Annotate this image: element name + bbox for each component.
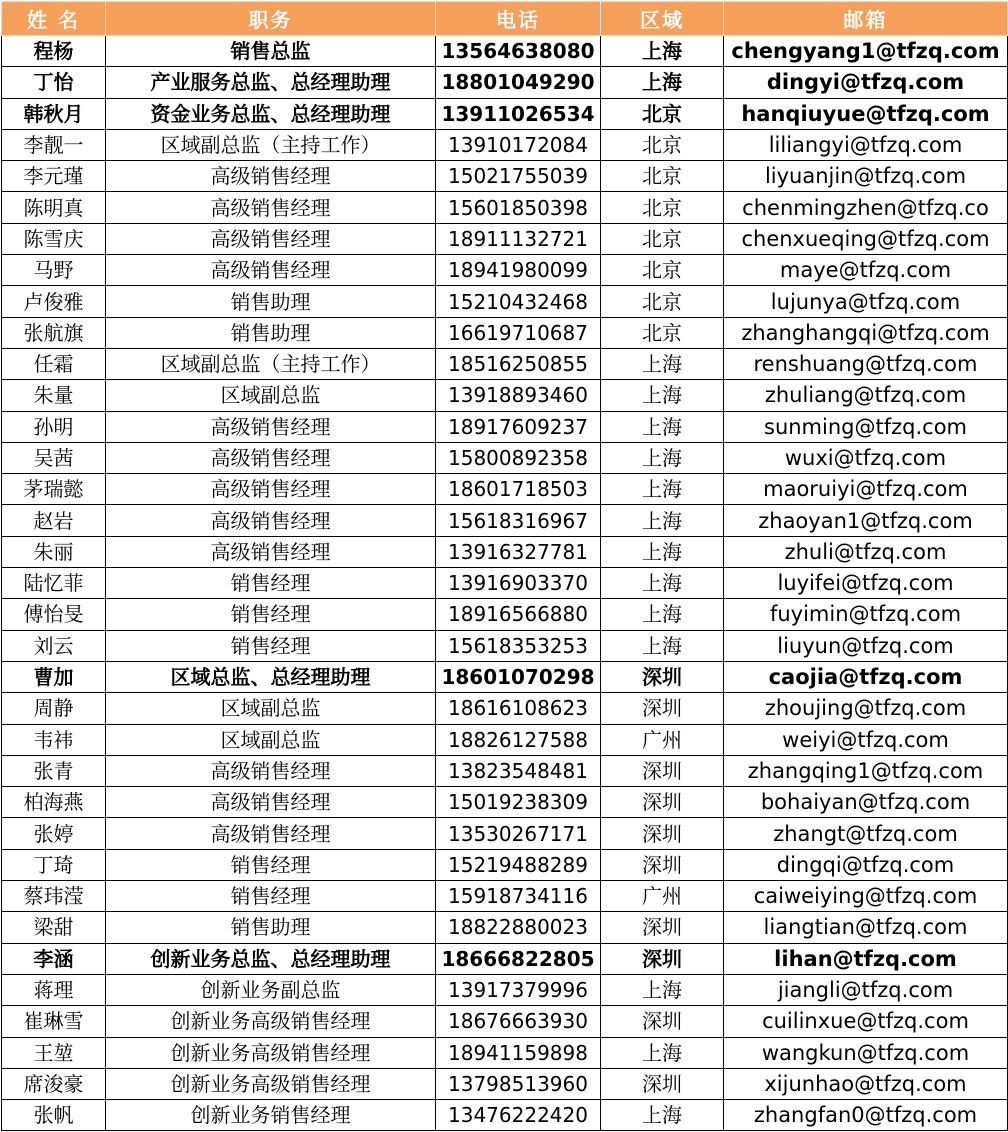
cell-email: lujunya@tfzq.com	[724, 286, 1008, 317]
cell-phone: 15800892358	[436, 442, 601, 473]
cell-title: 高级销售经理	[106, 192, 436, 223]
table-row	[2, 849, 1008, 880]
cell-phone: 18601718503	[436, 474, 601, 505]
cell-name: 朱丽	[2, 536, 106, 567]
cell-title: 高级销售经理	[106, 755, 436, 786]
cell-email: chenxueqing@tfzq.com	[724, 223, 1008, 254]
header-title: 职务	[106, 2, 436, 36]
contact-table	[1, 1, 1008, 1131]
cell-email: wuxi@tfzq.com	[724, 442, 1008, 473]
cell-email: hanqiuyue@tfzq.com	[724, 98, 1008, 129]
cell-title: 销售经理	[106, 881, 436, 912]
cell-phone: 18917609237	[436, 411, 601, 442]
table-row	[2, 505, 1008, 536]
cell-email: liuyun@tfzq.com	[724, 630, 1008, 661]
table-row	[2, 223, 1008, 254]
cell-phone: 18801049290	[436, 67, 601, 98]
cell-area: 上海	[601, 348, 724, 379]
table-row	[2, 630, 1008, 661]
cell-title: 销售总监	[106, 36, 436, 67]
cell-email: xijunhao@tfzq.com	[724, 1068, 1008, 1099]
cell-email: zhangqing1@tfzq.com	[724, 755, 1008, 786]
cell-area: 上海	[601, 36, 724, 67]
cell-phone: 18916566880	[436, 599, 601, 630]
cell-title: 销售经理	[106, 630, 436, 661]
cell-phone: 13911026534	[436, 98, 601, 129]
cell-area: 北京	[601, 161, 724, 192]
cell-area: 上海	[601, 67, 724, 98]
cell-phone: 15021755039	[436, 161, 601, 192]
cell-area: 上海	[601, 568, 724, 599]
table-row	[2, 36, 1008, 67]
cell-name: 程杨	[2, 36, 106, 67]
cell-phone: 13564638080	[436, 36, 601, 67]
cell-title: 高级销售经理	[106, 442, 436, 473]
cell-name: 丁怡	[2, 67, 106, 98]
cell-email: liangtian@tfzq.com	[724, 912, 1008, 943]
table-row	[2, 724, 1008, 755]
cell-area: 上海	[601, 1100, 724, 1131]
cell-name: 蒋理	[2, 974, 106, 1005]
cell-title: 创新业务高级销售经理	[106, 1037, 436, 1068]
cell-name: 傅怡旻	[2, 599, 106, 630]
cell-email: chengyang1@tfzq.com	[724, 36, 1008, 67]
cell-email: luyifei@tfzq.com	[724, 568, 1008, 599]
cell-phone: 18676663930	[436, 1006, 601, 1037]
cell-name: 马野	[2, 255, 106, 286]
cell-area: 上海	[601, 599, 724, 630]
cell-area: 深圳	[601, 912, 724, 943]
cell-title: 创新业务副总监	[106, 974, 436, 1005]
cell-area: 上海	[601, 411, 724, 442]
cell-name: 张帆	[2, 1100, 106, 1131]
cell-area: 上海	[601, 380, 724, 411]
cell-email: lihan@tfzq.com	[724, 943, 1008, 974]
cell-title: 区域副总监	[106, 693, 436, 724]
cell-area: 北京	[601, 223, 724, 254]
cell-name: 张青	[2, 755, 106, 786]
cell-email: zhaoyan1@tfzq.com	[724, 505, 1008, 536]
cell-email: dingqi@tfzq.com	[724, 849, 1008, 880]
cell-phone: 15019238309	[436, 787, 601, 818]
cell-phone: 16619710687	[436, 317, 601, 348]
table-row	[2, 380, 1008, 411]
cell-name: 李涵	[2, 943, 106, 974]
cell-phone: 13910172084	[436, 129, 601, 160]
cell-title: 区域副总监（主持工作）	[106, 129, 436, 160]
header-name: 姓 名	[2, 2, 106, 36]
cell-phone: 18616108623	[436, 693, 601, 724]
cell-name: 陈雪庆	[2, 223, 106, 254]
cell-name: 张航旗	[2, 317, 106, 348]
cell-title: 区域副总监	[106, 724, 436, 755]
cell-phone: 15601850398	[436, 192, 601, 223]
table-row	[2, 755, 1008, 786]
cell-name: 卢俊雅	[2, 286, 106, 317]
cell-title: 销售经理	[106, 849, 436, 880]
cell-email: cuilinxue@tfzq.com	[724, 1006, 1008, 1037]
table-row	[2, 912, 1008, 943]
table-row	[2, 974, 1008, 1005]
cell-name: 席浚豪	[2, 1068, 106, 1099]
cell-name: 刘云	[2, 630, 106, 661]
cell-email: zhangfan0@tfzq.com	[724, 1100, 1008, 1131]
cell-title: 资金业务总监、总经理助理	[106, 98, 436, 129]
cell-email: chenmingzhen@tfzq.co	[724, 192, 1008, 223]
table-row	[2, 881, 1008, 912]
cell-phone: 18822880023	[436, 912, 601, 943]
cell-email: fuyimin@tfzq.com	[724, 599, 1008, 630]
cell-phone: 15210432468	[436, 286, 601, 317]
cell-name: 韦祎	[2, 724, 106, 755]
cell-title: 高级销售经理	[106, 223, 436, 254]
cell-area: 北京	[601, 317, 724, 348]
cell-email: dingyi@tfzq.com	[724, 67, 1008, 98]
table-row	[2, 943, 1008, 974]
cell-name: 柏海燕	[2, 787, 106, 818]
cell-name: 崔琳雪	[2, 1006, 106, 1037]
cell-email: wangkun@tfzq.com	[724, 1037, 1008, 1068]
cell-title: 区域副总监（主持工作）	[106, 348, 436, 379]
cell-name: 周静	[2, 693, 106, 724]
table-row	[2, 411, 1008, 442]
cell-name: 李靓一	[2, 129, 106, 160]
cell-area: 深圳	[601, 1068, 724, 1099]
cell-email: caojia@tfzq.com	[724, 661, 1008, 692]
cell-name: 梁甜	[2, 912, 106, 943]
cell-title: 销售经理	[106, 599, 436, 630]
cell-phone: 18601070298	[436, 661, 601, 692]
cell-area: 上海	[601, 442, 724, 473]
cell-title: 销售助理	[106, 286, 436, 317]
cell-title: 产业服务总监、总经理助理	[106, 67, 436, 98]
cell-email: caiweiying@tfzq.com	[724, 881, 1008, 912]
table-header	[2, 2, 1008, 36]
cell-phone: 15618353253	[436, 630, 601, 661]
cell-phone: 15618316967	[436, 505, 601, 536]
cell-title: 区域总监、总经理助理	[106, 661, 436, 692]
header-phone: 电话	[436, 2, 601, 36]
cell-title: 创新业务高级销售经理	[106, 1006, 436, 1037]
cell-phone: 18666822805	[436, 943, 601, 974]
cell-email: zhanghangqi@tfzq.com	[724, 317, 1008, 348]
cell-email: maye@tfzq.com	[724, 255, 1008, 286]
cell-phone: 18941159898	[436, 1037, 601, 1068]
cell-title: 创新业务高级销售经理	[106, 1068, 436, 1099]
cell-name: 张婷	[2, 818, 106, 849]
cell-name: 蔡玮滢	[2, 881, 106, 912]
cell-name: 朱量	[2, 380, 106, 411]
cell-title: 销售经理	[106, 568, 436, 599]
cell-phone: 13798513960	[436, 1068, 601, 1099]
cell-area: 上海	[601, 474, 724, 505]
cell-name: 李元瑾	[2, 161, 106, 192]
cell-area: 深圳	[601, 849, 724, 880]
cell-name: 孙明	[2, 411, 106, 442]
cell-name: 韩秋月	[2, 98, 106, 129]
cell-name: 赵岩	[2, 505, 106, 536]
cell-title: 区域副总监	[106, 380, 436, 411]
table-row	[2, 192, 1008, 223]
cell-phone: 15918734116	[436, 881, 601, 912]
cell-phone: 13916903370	[436, 568, 601, 599]
cell-phone: 13476222420	[436, 1100, 601, 1131]
table-row	[2, 317, 1008, 348]
table-row	[2, 787, 1008, 818]
cell-area: 上海	[601, 1037, 724, 1068]
cell-name: 陈明真	[2, 192, 106, 223]
table-row	[2, 98, 1008, 129]
cell-area: 北京	[601, 286, 724, 317]
cell-area: 上海	[601, 536, 724, 567]
cell-area: 广州	[601, 724, 724, 755]
cell-phone: 13823548481	[436, 755, 601, 786]
cell-area: 上海	[601, 630, 724, 661]
cell-area: 广州	[601, 881, 724, 912]
cell-area: 深圳	[601, 787, 724, 818]
cell-name: 吴茜	[2, 442, 106, 473]
header-area: 区域	[601, 2, 724, 36]
table-row	[2, 818, 1008, 849]
cell-area: 深圳	[601, 693, 724, 724]
cell-name: 陆忆菲	[2, 568, 106, 599]
table-row	[2, 286, 1008, 317]
table-row	[2, 1068, 1008, 1099]
table-row	[2, 661, 1008, 692]
cell-area: 深圳	[601, 755, 724, 786]
cell-email: sunming@tfzq.com	[724, 411, 1008, 442]
cell-email: bohaiyan@tfzq.com	[724, 787, 1008, 818]
cell-title: 高级销售经理	[106, 474, 436, 505]
cell-email: zhuli@tfzq.com	[724, 536, 1008, 567]
cell-phone: 18941980099	[436, 255, 601, 286]
cell-title: 高级销售经理	[106, 787, 436, 818]
table-row	[2, 568, 1008, 599]
cell-phone: 18516250855	[436, 348, 601, 379]
cell-area: 上海	[601, 974, 724, 1005]
cell-title: 高级销售经理	[106, 161, 436, 192]
cell-name: 任霜	[2, 348, 106, 379]
table-row	[2, 1006, 1008, 1037]
header-row	[2, 2, 1008, 36]
cell-title: 销售助理	[106, 912, 436, 943]
cell-title: 销售助理	[106, 317, 436, 348]
cell-area: 北京	[601, 255, 724, 286]
cell-email: zhangt@tfzq.com	[724, 818, 1008, 849]
cell-title: 创新业务销售经理	[106, 1100, 436, 1131]
cell-area: 北京	[601, 192, 724, 223]
cell-email: maoruiyi@tfzq.com	[724, 474, 1008, 505]
cell-title: 高级销售经理	[106, 505, 436, 536]
table-row	[2, 255, 1008, 286]
table-row	[2, 474, 1008, 505]
cell-phone: 13916327781	[436, 536, 601, 567]
table-row	[2, 129, 1008, 160]
cell-email: jiangli@tfzq.com	[724, 974, 1008, 1005]
table-row	[2, 161, 1008, 192]
header-email: 邮箱	[724, 2, 1008, 36]
cell-title: 高级销售经理	[106, 411, 436, 442]
table-body	[2, 36, 1008, 1131]
cell-name: 王堃	[2, 1037, 106, 1068]
cell-title: 创新业务总监、总经理助理	[106, 943, 436, 974]
cell-email: weiyi@tfzq.com	[724, 724, 1008, 755]
cell-email: liyuanjin@tfzq.com	[724, 161, 1008, 192]
cell-email: renshuang@tfzq.com	[724, 348, 1008, 379]
table-row	[2, 1100, 1008, 1131]
table-row	[2, 1037, 1008, 1068]
cell-phone: 13530267171	[436, 818, 601, 849]
table-row	[2, 693, 1008, 724]
cell-area: 深圳	[601, 1006, 724, 1037]
cell-title: 高级销售经理	[106, 536, 436, 567]
cell-area: 上海	[601, 505, 724, 536]
cell-name: 丁琦	[2, 849, 106, 880]
cell-email: liliangyi@tfzq.com	[724, 129, 1008, 160]
cell-area: 深圳	[601, 943, 724, 974]
cell-title: 高级销售经理	[106, 255, 436, 286]
cell-area: 北京	[601, 98, 724, 129]
cell-phone: 18826127588	[436, 724, 601, 755]
cell-area: 深圳	[601, 818, 724, 849]
table-row	[2, 536, 1008, 567]
cell-area: 深圳	[601, 661, 724, 692]
cell-email: zhuliang@tfzq.com	[724, 380, 1008, 411]
cell-name: 茅瑞懿	[2, 474, 106, 505]
cell-email: zhoujing@tfzq.com	[724, 693, 1008, 724]
table-row	[2, 67, 1008, 98]
cell-title: 高级销售经理	[106, 818, 436, 849]
cell-phone: 13918893460	[436, 380, 601, 411]
table-row	[2, 442, 1008, 473]
cell-name: 曹加	[2, 661, 106, 692]
cell-phone: 15219488289	[436, 849, 601, 880]
table-row	[2, 599, 1008, 630]
cell-phone: 18911132721	[436, 223, 601, 254]
cell-phone: 13917379996	[436, 974, 601, 1005]
table-row	[2, 348, 1008, 379]
cell-area: 北京	[601, 129, 724, 160]
